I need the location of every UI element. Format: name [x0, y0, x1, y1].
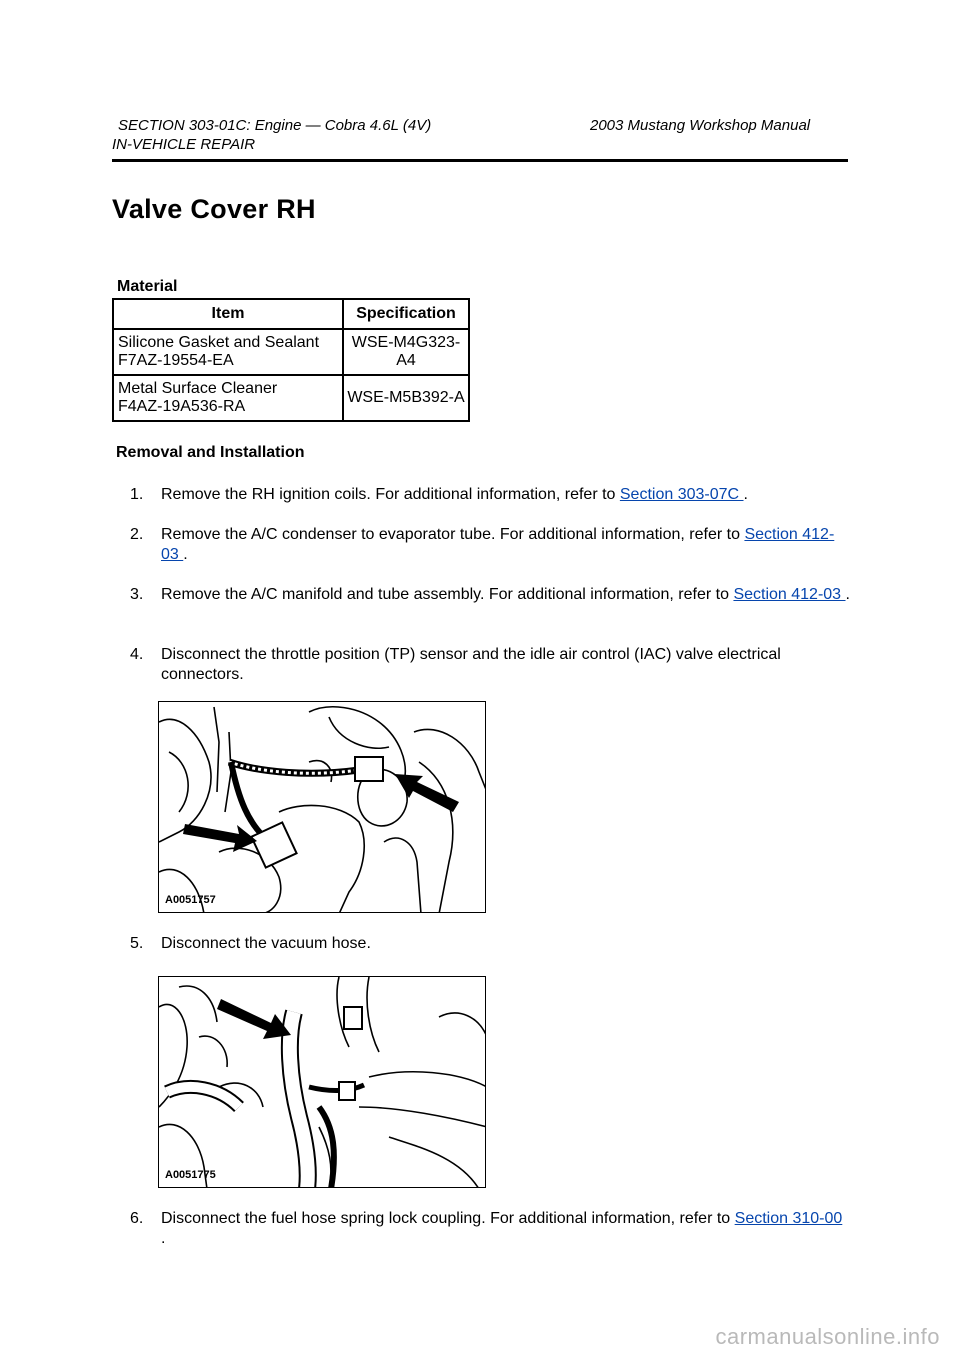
column-header-specification: Specification [343, 299, 469, 329]
section-310-00-link[interactable]: Section 310-00 [734, 1210, 843, 1227]
step-number: 1. [130, 486, 144, 503]
step-text: Remove the A/C condenser to evaporator tube. For additional information, refer to [161, 526, 745, 543]
table-row [113, 375, 469, 421]
subsection-label: IN-VEHICLE REPAIR [112, 136, 256, 153]
material-table [112, 298, 470, 422]
step-number: 5. [130, 935, 144, 952]
item-cell [113, 375, 343, 421]
step-text: Disconnect the throttle position (TP) sensor and the idle air control (IAC) valve electrical connectors. [161, 646, 781, 683]
step-number: 4. [130, 646, 144, 663]
section-412-03-link[interactable]: Section 412-03 [733, 586, 846, 603]
table-header-row [113, 299, 469, 329]
item-name: Metal Surface Cleaner [118, 380, 278, 397]
step-6 [130, 1209, 850, 1249]
step-text: Disconnect the vacuum hose. [161, 935, 371, 952]
step-1 [130, 485, 850, 505]
section-header: SECTION 303-01C: Engine — Cobra 4.6L (4V) [118, 117, 432, 134]
section-303-07c-link[interactable]: Section 303-07C [619, 486, 744, 503]
step-2 [130, 525, 850, 565]
step-text: Disconnect the fuel hose spring lock coupling. For additional information, refer to [161, 1210, 735, 1227]
step-punct: . [845, 586, 850, 603]
spec-cell: WSE-M4G323-A4 [343, 329, 469, 375]
step-number: 6. [130, 1210, 144, 1227]
step-5 [130, 934, 850, 954]
item-cell [113, 329, 343, 375]
step-number: 2. [130, 526, 144, 543]
figure-vacuum-hose [158, 976, 486, 1188]
column-header-item: Item [113, 299, 343, 329]
item-part-number: F4AZ-19A536-RA [118, 398, 246, 415]
header-divider [112, 159, 848, 162]
page-title: Valve Cover RH [112, 194, 316, 224]
vacuum-hose-illustration [159, 977, 486, 1188]
step-3 [130, 585, 850, 605]
engine-illustration [159, 702, 486, 913]
table-row [113, 329, 469, 375]
figure-tp-iac-connectors [158, 701, 486, 913]
figure-caption: A0051775 [165, 1169, 216, 1181]
step-4 [130, 645, 850, 685]
item-part-number: F7AZ-19554-EA [118, 352, 234, 369]
step-number: 3. [130, 586, 144, 603]
spec-cell: WSE-M5B392-A [343, 375, 469, 421]
step-punct: . [743, 486, 748, 503]
manual-title: 2003 Mustang Workshop Manual [590, 117, 811, 134]
step-punct: . [161, 1230, 166, 1247]
step-text: Remove the A/C manifold and tube assembly. For additional information, refer to [161, 586, 734, 603]
material-heading: Material [117, 278, 178, 295]
section-412-03-link[interactable]: Section 412-03 [161, 526, 835, 563]
watermark: carmanualsonline.info [715, 1324, 940, 1349]
figure-caption: A0051757 [165, 894, 216, 906]
step-text: Remove the RH ignition coils. For additional information, refer to [161, 486, 620, 503]
procedure-heading: Removal and Installation [116, 444, 305, 461]
step-punct: . [183, 546, 188, 563]
item-name: Silicone Gasket and Sealant [118, 334, 320, 351]
